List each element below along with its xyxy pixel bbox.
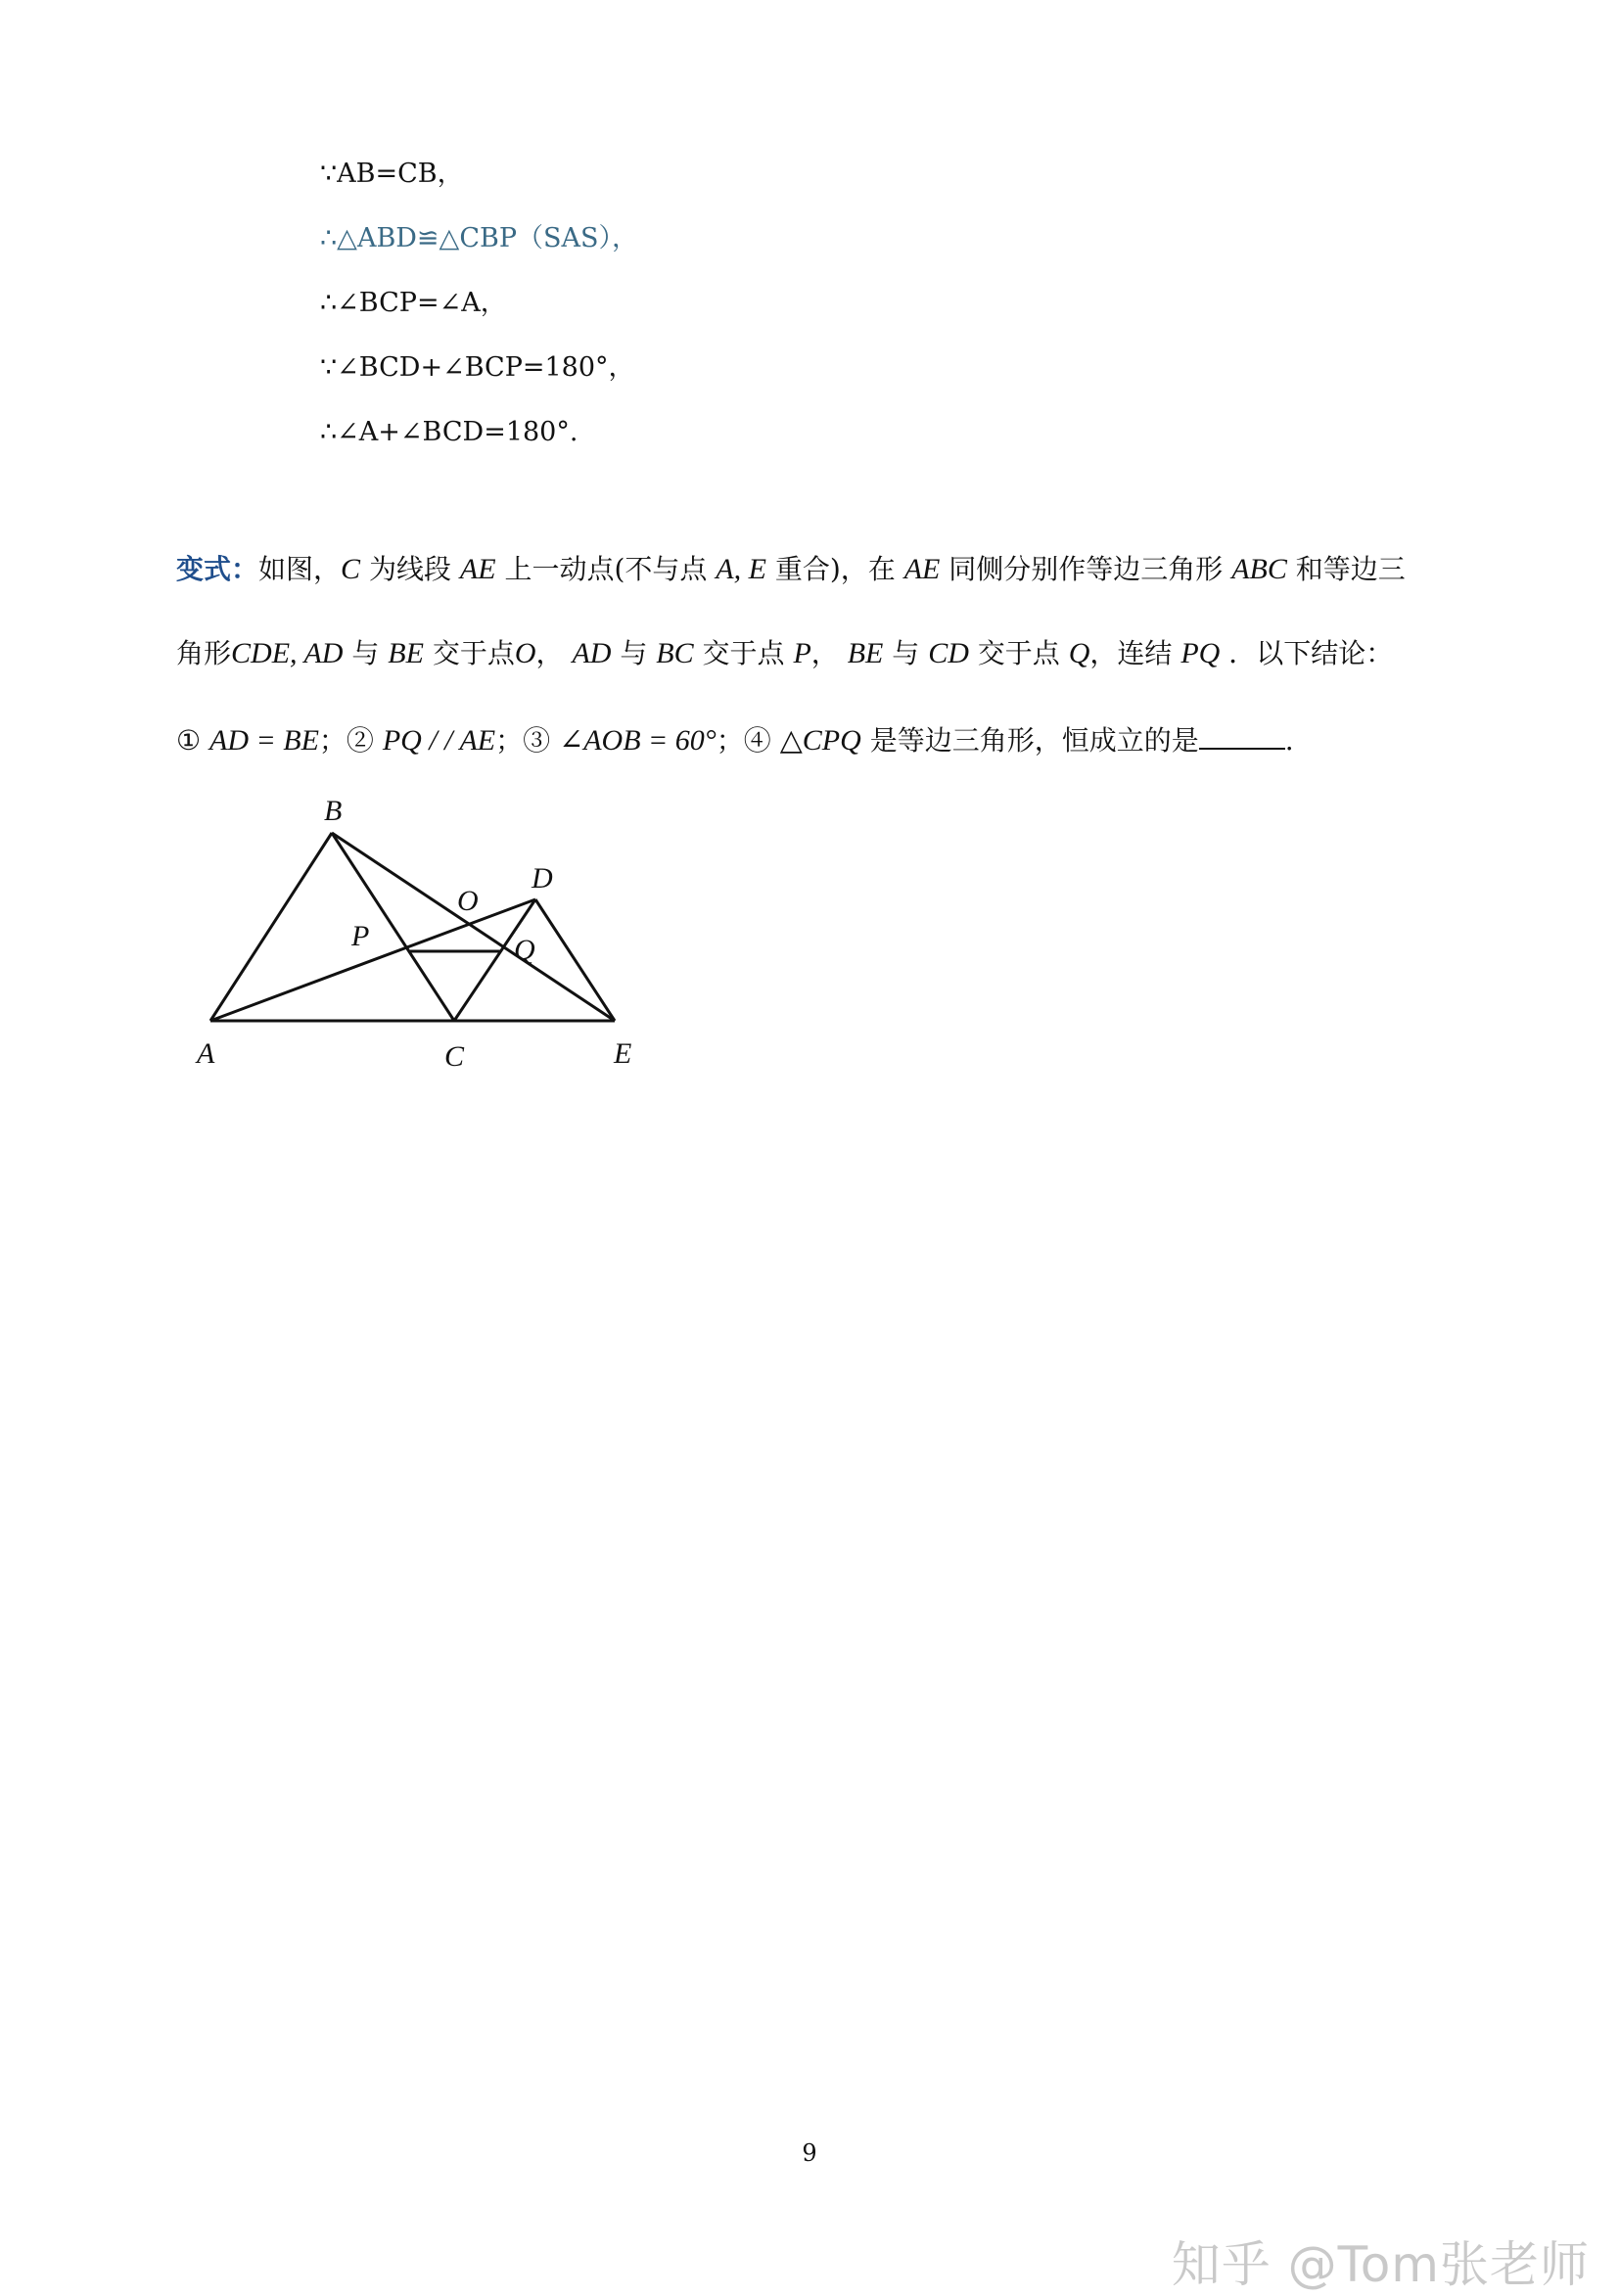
math: AD	[572, 637, 612, 669]
text: 与	[892, 637, 920, 669]
math: AE	[903, 553, 941, 585]
math: PQ / / AE	[382, 724, 496, 757]
proof-line-2: ∴△ABD≌△CBP（SAS），	[320, 223, 638, 253]
segment-AD	[210, 899, 535, 1021]
proof-line-4: ∵∠BCD+∠BCP=180°，	[320, 352, 635, 383]
geometry-figure	[162, 791, 671, 1084]
text: 重合)，在	[774, 553, 896, 585]
text: 如图，	[258, 553, 342, 585]
text: ；	[495, 724, 524, 757]
proof-line-5: ∴∠A+∠BCD=180°.	[320, 417, 578, 447]
math: AE	[459, 553, 496, 585]
math: BE	[388, 637, 424, 669]
text: 与	[351, 637, 380, 669]
label-Q: Q	[514, 934, 535, 966]
proof-line-1: ∵AB=CB，	[320, 159, 464, 189]
text: 交于点	[432, 637, 515, 669]
math: P	[793, 637, 811, 669]
text: 是等边三角形，恒成立的是	[869, 724, 1199, 757]
segment-DE	[535, 899, 615, 1021]
variant-colon: ：	[231, 553, 259, 585]
text: ，	[535, 637, 564, 669]
math: O	[514, 637, 536, 669]
label-O: O	[457, 885, 479, 917]
math: AD = BE	[209, 724, 319, 757]
math: Q	[1068, 637, 1090, 669]
problem-line-2	[176, 636, 1393, 671]
text: 交于点	[977, 637, 1060, 669]
math: C	[341, 553, 361, 585]
watermark: 知乎 @Tom张老师	[1171, 2236, 1590, 2293]
segment-AB	[210, 833, 332, 1021]
math: CD	[928, 637, 969, 669]
text: 与	[620, 637, 648, 669]
variant-label: 变式	[176, 553, 232, 585]
text: ；	[318, 724, 347, 757]
text: 同侧分别作等边三角形	[948, 553, 1224, 585]
segment-BC	[332, 833, 454, 1021]
math: △CPQ	[779, 724, 861, 757]
text: ．以下结论：	[1228, 637, 1394, 669]
text: 交于点	[702, 637, 785, 669]
page-number: 9	[802, 2139, 817, 2167]
circle-two: ②	[346, 724, 374, 757]
circle-one: ①	[176, 724, 202, 757]
math: CDE, AD	[231, 637, 344, 669]
proof-line-3: ∴∠BCP=∠A，	[320, 288, 507, 318]
math: ABC	[1231, 553, 1287, 585]
label-A: A	[197, 1037, 215, 1070]
answer-blank	[1199, 722, 1285, 750]
circle-three: ③	[523, 724, 551, 757]
text: .	[1284, 724, 1294, 757]
math: ∠AOB = 60°	[559, 724, 717, 757]
text: 角形	[176, 637, 232, 669]
problem-line-3	[176, 722, 1294, 758]
label-P: P	[351, 920, 370, 952]
text: ，连结	[1089, 637, 1173, 669]
label-D: D	[532, 862, 553, 895]
text: ，	[810, 637, 839, 669]
circle-four: ④	[743, 724, 771, 757]
math: PQ	[1180, 637, 1221, 669]
text: 上一动点(不与点	[504, 553, 708, 585]
label-B: B	[324, 795, 343, 827]
text: 为线段	[368, 553, 451, 585]
text: 和等边三	[1295, 553, 1406, 585]
math: A, E	[716, 553, 766, 585]
text: ；	[716, 724, 744, 757]
label-E: E	[614, 1037, 632, 1070]
problem-line-1	[176, 552, 1406, 587]
math: BC	[656, 637, 694, 669]
label-C: C	[444, 1040, 465, 1073]
math: BE	[847, 637, 884, 669]
